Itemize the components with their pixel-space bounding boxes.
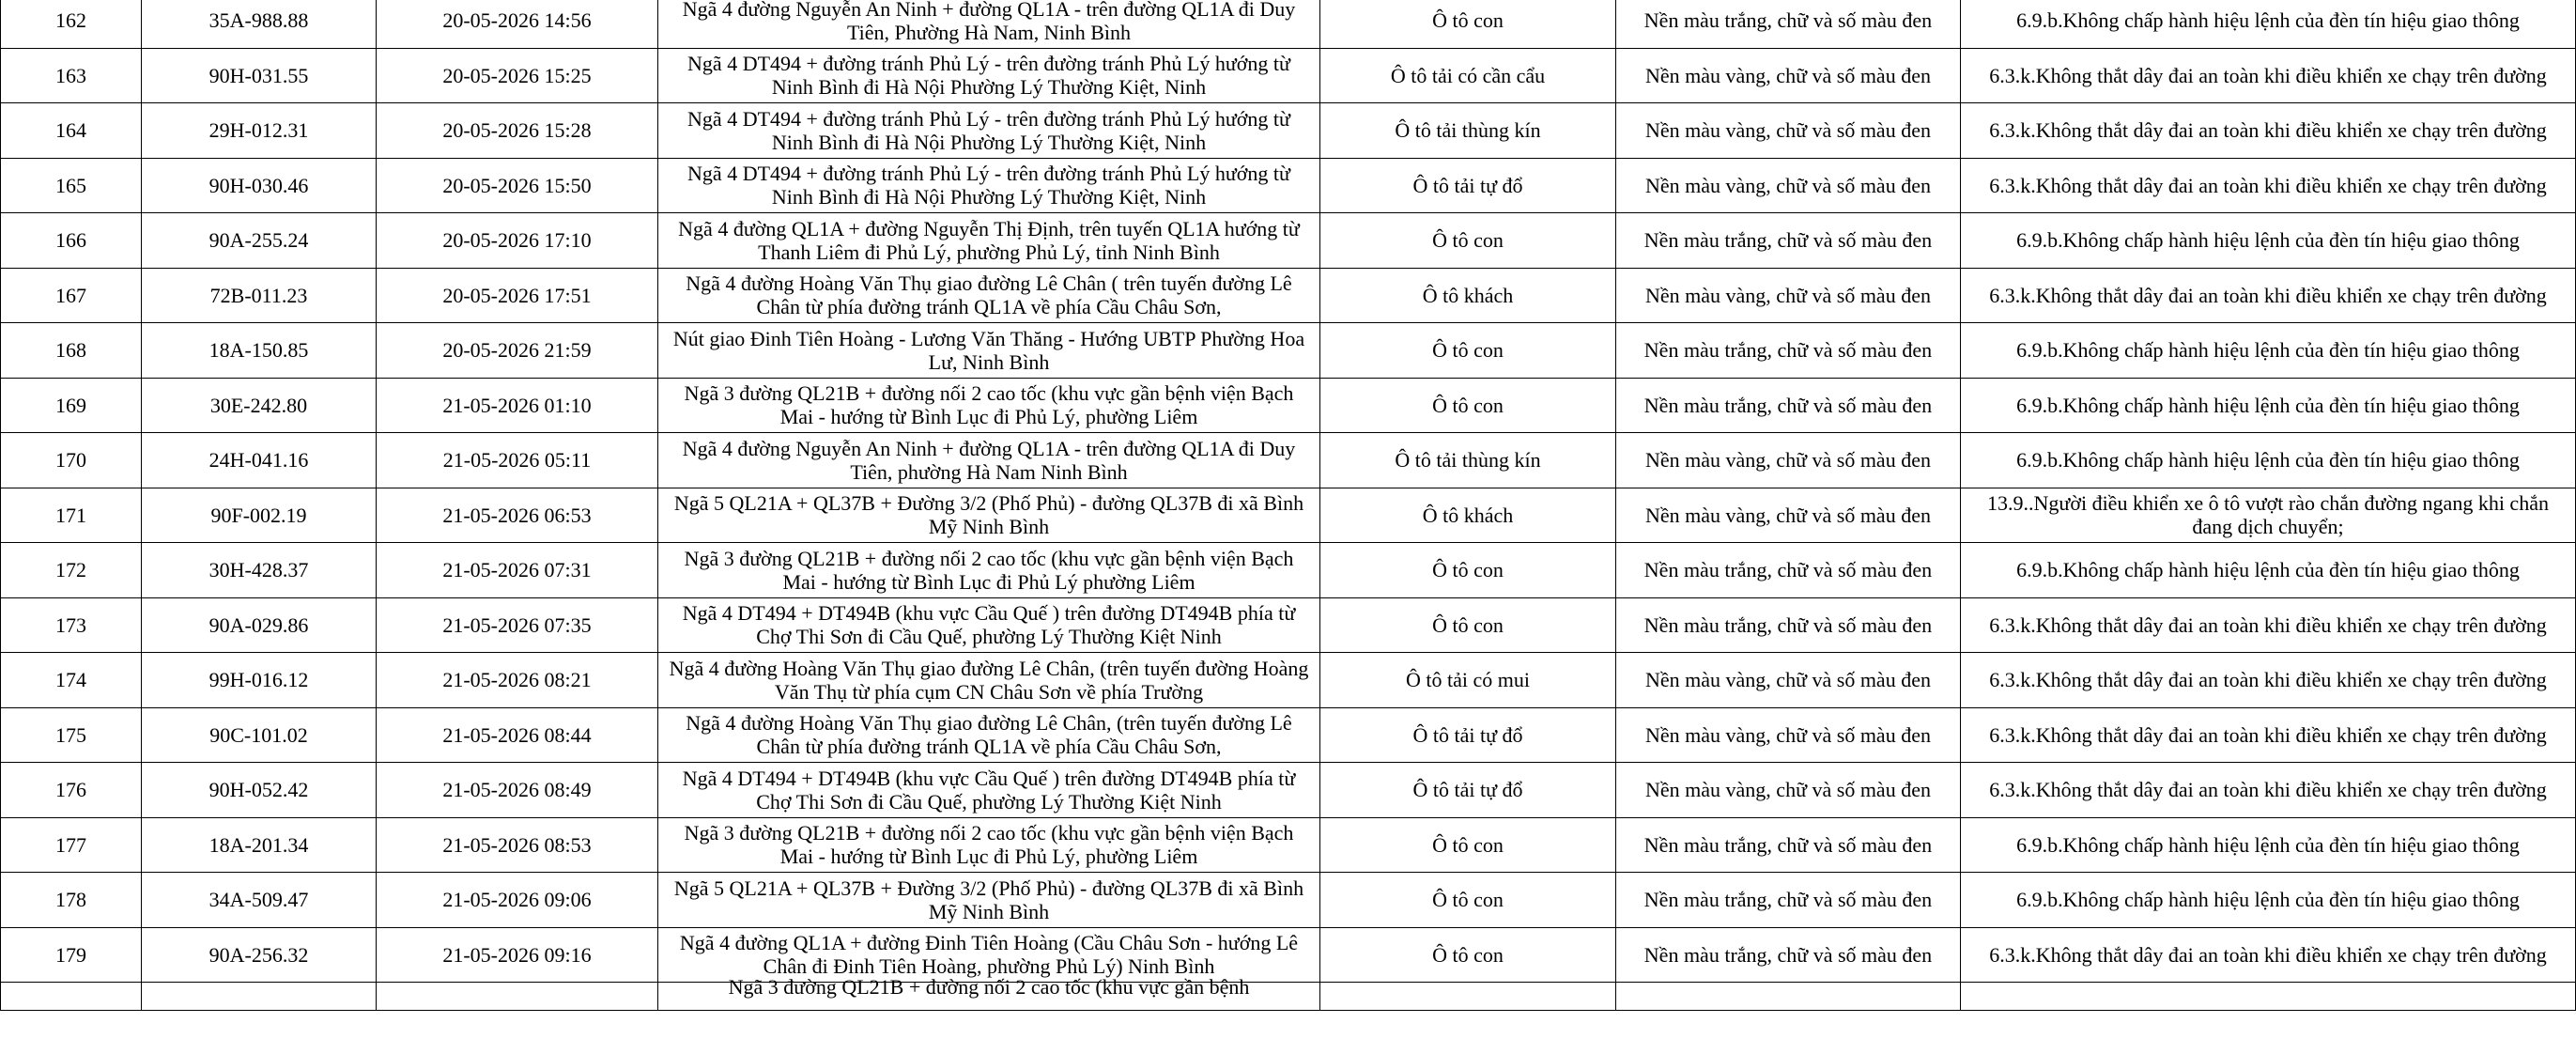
cell-violation-time: 21-05-2026 01:10: [377, 378, 658, 433]
cell-location-text: Ngã 3 đường QL21B + đường nối 2 cao tốc (khu vực gần bệnh viện Bạch Mai - hướng từ Bình Lục đi Phủ Lý, phường Liêm: [684, 821, 1294, 869]
table-row: [1, 48, 2576, 103]
cell-location: [658, 707, 1320, 763]
cell-location-text: Nút giao Đinh Tiên Hoàng - Lương Văn Thăng - Hướng UBTP Phường Hoa Lư, Ninh Bình: [672, 326, 1305, 374]
cell-violation-text: 6.9.b.Không chấp hành hiệu lệnh của đèn tín hiệu giao thông: [2016, 558, 2520, 582]
cell-vehicle-type: Ô tô con: [1320, 213, 1616, 269]
cell-location: [658, 873, 1320, 928]
cell-vehicle-type: Ô tô tải tự đổ: [1320, 763, 1616, 818]
cell-violation-time: 20-05-2026 17:10: [377, 213, 658, 269]
cell-violation-time: 21-05-2026 07:31: [377, 543, 658, 598]
cell-plate-number: [142, 983, 377, 1011]
cell-plate-number: 90A-029.86: [142, 597, 377, 653]
cell-violation-text: 6.3.k.Không thắt dây đai an toàn khi điều khiển xe chạy trên đường: [1989, 173, 2547, 197]
cell-location-text: Ngã 4 đường Hoàng Văn Thụ giao đường Lê Chân, (trên tuyến đường Hoàng Văn Thụ từ phía cụm CN Châu Sơn về phía Trường: [669, 656, 1309, 704]
table-row: [1, 543, 2576, 598]
cell-plate-number: 18A-201.34: [142, 817, 377, 873]
cell-plate-color: Nền màu vàng, chữ và số màu đen: [1616, 268, 1961, 323]
cell-violation-text: 6.3.k.Không thắt dây đai an toàn khi điều khiển xe chạy trên đường: [1989, 118, 2547, 143]
cell-violation: [1961, 763, 2576, 818]
cell-location: [658, 213, 1320, 269]
cell-violation-time: 21-05-2026 08:21: [377, 653, 658, 708]
cell-plate-number: 30E-242.80: [142, 378, 377, 433]
cell-plate-color: Nền màu vàng, chữ và số màu đen: [1616, 707, 1961, 763]
cell-stt: 167: [1, 268, 142, 323]
cell-location-text: Ngã 4 DT494 + DT494B (khu vực Cầu Quế ) trên đường DT494B phía từ Chợ Thi Sơn đi Cầu Quế, phường Lý Thường Kiệt Ninh: [682, 766, 1296, 814]
cell-violation: [1961, 158, 2576, 213]
cell-violation-text: 6.3.k.Không thắt dây đai an toàn khi điều khiển xe chạy trên đường: [1989, 942, 2547, 967]
cell-location: [658, 975, 1320, 1011]
cell-violation: [1961, 433, 2576, 488]
cell-location-text: Ngã 4 đường QL1A + đường Đinh Tiên Hoàng (Cầu Châu Sơn - hướng Lê Chân đi Đinh Tiên Hoàng, phường Phủ Lý) Ninh Bình: [679, 931, 1299, 979]
cell-plate-color: Nền màu trắng, chữ và số màu đen: [1616, 543, 1961, 598]
cell-violation-time: 21-05-2026 08:49: [377, 763, 658, 818]
cell-stt: 166: [1, 213, 142, 269]
cell-plate-color: Nền màu vàng, chữ và số màu đen: [1616, 158, 1961, 213]
cell-violation: [1961, 817, 2576, 873]
cell-location: [658, 48, 1320, 103]
cell-vehicle-type: Ô tô tải tự đổ: [1320, 707, 1616, 763]
cell-violation-time: 21-05-2026 07:35: [377, 597, 658, 653]
cell-violation-time: 21-05-2026 09:16: [377, 927, 658, 983]
cell-plate-number: 90H-031.55: [142, 48, 377, 103]
cell-location: [658, 378, 1320, 433]
cell-plate-number: 99H-016.12: [142, 653, 377, 708]
cell-plate-color: Nền màu trắng, chữ và số màu đen: [1616, 873, 1961, 928]
cell-violation-text: 6.3.k.Không thắt dây đai an toàn khi điều khiển xe chạy trên đường: [1989, 668, 2547, 692]
table-row: [1, 268, 2576, 323]
cell-vehicle-type: Ô tô con: [1320, 927, 1616, 983]
cell-vehicle-type: Ô tô khách: [1320, 268, 1616, 323]
cell-plate-color: Nền màu trắng, chữ và số màu đen: [1616, 817, 1961, 873]
cell-stt: 179: [1, 927, 142, 983]
cell-location-text: Ngã 5 QL21A + QL37B + Đường 3/2 (Phố Phủ) - đường QL37B đi xã Bình Mỹ Ninh Bình: [673, 876, 1304, 923]
cell-vehicle-type: [1320, 983, 1616, 1011]
table-row: [1, 0, 2576, 48]
cell-vehicle-type: Ô tô con: [1320, 543, 1616, 598]
cell-violation: [1961, 378, 2576, 433]
cell-violation-text: 6.9.b.Không chấp hành hiệu lệnh của đèn tín hiệu giao thông: [2016, 8, 2520, 33]
cell-plate-number: 35A-988.88: [142, 0, 377, 48]
cell-location: [658, 268, 1320, 323]
table-row: [1, 873, 2576, 928]
cell-plate-color: Nền màu trắng, chữ và số màu đen: [1616, 597, 1961, 653]
cell-violation: [1961, 103, 2576, 159]
table-row: [1, 378, 2576, 433]
table-row: [1, 817, 2576, 873]
cell-violation-time: 21-05-2026 08:53: [377, 817, 658, 873]
cell-violation-text: 6.9.b.Không chấp hành hiệu lệnh của đèn tín hiệu giao thông: [2016, 448, 2520, 473]
cell-plate-number: 72B-011.23: [142, 268, 377, 323]
cell-violation-text: 6.9.b.Không chấp hành hiệu lệnh của đèn tín hiệu giao thông: [2016, 393, 2520, 417]
cell-plate-color: Nền màu vàng, chữ và số màu đen: [1616, 433, 1961, 488]
table-row: [1, 323, 2576, 379]
cell-vehicle-type: Ô tô con: [1320, 378, 1616, 433]
table-row: [1, 213, 2576, 269]
cell-violation: [1961, 983, 2576, 1011]
cell-location-text: Ngã 4 DT494 + đường tránh Phủ Lý - trên đường tránh Phủ Lý hướng từ Ninh Bình đi Hà Nội Phường Lý Thường Kiệt, Ninh: [687, 52, 1290, 100]
cell-plate-number: 90A-256.32: [142, 927, 377, 983]
cell-stt: 171: [1, 488, 142, 543]
cell-plate-color: Nền màu vàng, chữ và số màu đen: [1616, 488, 1961, 543]
cell-plate-number: 34A-509.47: [142, 873, 377, 928]
table-row: [1, 597, 2576, 653]
cell-violation: [1961, 268, 2576, 323]
cell-location-text: Ngã 4 DT494 + đường tránh Phủ Lý - trên đường tránh Phủ Lý hướng từ Ninh Bình đi Hà Nội Phường Lý Thường Kiệt, Ninh: [687, 106, 1290, 154]
cell-violation: [1961, 597, 2576, 653]
cell-violation: [1961, 927, 2576, 983]
cell-location: [658, 763, 1320, 818]
cell-location-text: Ngã 4 DT494 + DT494B (khu vực Cầu Quế ) trên đường DT494B phía từ Chợ Thi Sơn đi Cầu Quế, phường Lý Thường Kiệt Ninh: [682, 601, 1296, 649]
cell-location-text: Ngã 4 đường Nguyễn An Ninh + đường QL1A - trên đường QL1A đi Duy Tiên, Phường Hà Nam, Ninh Bình: [682, 0, 1296, 44]
cell-violation-text: 13.9..Người điều khiển xe ô tô vượt rào chắn đường ngang khi chắn đang dịch chuyển;: [1987, 491, 2549, 539]
cell-violation: [1961, 323, 2576, 379]
cell-violation-time: 20-05-2026 14:56: [377, 0, 658, 48]
cell-plate-number: 90H-052.42: [142, 763, 377, 818]
cell-violation-text: 6.3.k.Không thắt dây đai an toàn khi điều khiển xe chạy trên đường: [1989, 612, 2547, 637]
cell-violation: [1961, 488, 2576, 543]
cell-plate-number: 90F-002.19: [142, 488, 377, 543]
cell-vehicle-type: Ô tô con: [1320, 323, 1616, 379]
cell-stt: 177: [1, 817, 142, 873]
cell-violation-time: [377, 983, 658, 1011]
cell-location-text: Ngã 5 QL21A + QL37B + Đường 3/2 (Phố Phủ) - đường QL37B đi xã Bình Mỹ Ninh Bình: [673, 491, 1304, 539]
cell-vehicle-type: Ô tô tải thùng kín: [1320, 103, 1616, 159]
cell-stt: 168: [1, 323, 142, 379]
cell-violation-time: 21-05-2026 08:44: [377, 707, 658, 763]
cell-violation-text: 6.3.k.Không thắt dây đai an toàn khi điều khiển xe chạy trên đường: [1989, 63, 2547, 87]
cell-violation-time: 20-05-2026 17:51: [377, 268, 658, 323]
cell-plate-color: Nền màu trắng, chữ và số màu đen: [1616, 927, 1961, 983]
table-row-partial: [1, 983, 2576, 1011]
cell-plate-number: 90A-255.24: [142, 213, 377, 269]
cell-violation-time: 21-05-2026 05:11: [377, 433, 658, 488]
cell-stt: 172: [1, 543, 142, 598]
cell-stt: 175: [1, 707, 142, 763]
cell-plate-color: Nền màu trắng, chữ và số màu đen: [1616, 0, 1961, 48]
cell-vehicle-type: Ô tô con: [1320, 0, 1616, 48]
cell-plate-number: 18A-150.85: [142, 323, 377, 379]
table-body: [1, 0, 2576, 1011]
cell-violation-text: 6.3.k.Không thắt dây đai an toàn khi điều khiển xe chạy trên đường: [1989, 778, 2547, 802]
cell-location: [658, 103, 1320, 159]
cell-violation-text: 6.9.b.Không chấp hành hiệu lệnh của đèn tín hiệu giao thông: [2016, 228, 2520, 253]
cell-vehicle-type: Ô tô tải có mui: [1320, 653, 1616, 708]
cell-vehicle-type: Ô tô con: [1320, 817, 1616, 873]
cell-violation-text: 6.9.b.Không chấp hành hiệu lệnh của đèn tín hiệu giao thông: [2016, 888, 2520, 912]
cell-violation: [1961, 707, 2576, 763]
cell-location: [658, 653, 1320, 708]
cell-stt: 173: [1, 597, 142, 653]
cell-stt: 164: [1, 103, 142, 159]
cell-plate-color: Nền màu vàng, chữ và số màu đen: [1616, 103, 1961, 159]
cell-location-text: Ngã 3 đường QL21B + đường nối 2 cao tốc (khu vực gần bệnh: [728, 975, 1250, 999]
cell-stt: 162: [1, 0, 142, 48]
cell-violation-time: 20-05-2026 15:28: [377, 103, 658, 159]
cell-location-text: Ngã 4 DT494 + đường tránh Phủ Lý - trên đường tránh Phủ Lý hướng từ Ninh Bình đi Hà Nội Phường Lý Thường Kiệt, Ninh: [687, 162, 1290, 209]
table-row: [1, 158, 2576, 213]
cell-location: [658, 488, 1320, 543]
cell-violation-text: 6.3.k.Không thắt dây đai an toàn khi điều khiển xe chạy trên đường: [1989, 722, 2547, 747]
table-row: [1, 103, 2576, 159]
cell-plate-number: 24H-041.16: [142, 433, 377, 488]
cell-location: [658, 543, 1320, 598]
cell-stt: 174: [1, 653, 142, 708]
cell-violation: [1961, 543, 2576, 598]
table-row: [1, 927, 2576, 983]
cell-vehicle-type: Ô tô con: [1320, 597, 1616, 653]
cell-plate-color: [1616, 983, 1961, 1011]
cell-location: [658, 323, 1320, 379]
cell-vehicle-type: Ô tô tải có cần cẩu: [1320, 48, 1616, 103]
cell-violation-text: 6.9.b.Không chấp hành hiệu lệnh của đèn tín hiệu giao thông: [2016, 832, 2520, 857]
cell-violation-time: 20-05-2026 15:25: [377, 48, 658, 103]
cell-vehicle-type: Ô tô tải thùng kín: [1320, 433, 1616, 488]
cell-violation: [1961, 48, 2576, 103]
cell-stt: [1, 983, 142, 1011]
cell-stt: 178: [1, 873, 142, 928]
cell-vehicle-type: Ô tô con: [1320, 873, 1616, 928]
cell-violation-text: 6.3.k.Không thắt dây đai an toàn khi điều khiển xe chạy trên đường: [1989, 283, 2547, 307]
cell-plate-color: Nền màu trắng, chữ và số màu đen: [1616, 378, 1961, 433]
cell-violation: [1961, 0, 2576, 48]
cell-plate-color: Nền màu trắng, chữ và số màu đen: [1616, 213, 1961, 269]
cell-location: [658, 0, 1320, 48]
cell-plate-number: 29H-012.31: [142, 103, 377, 159]
cell-plate-color: Nền màu vàng, chữ và số màu đen: [1616, 48, 1961, 103]
cell-violation: [1961, 213, 2576, 269]
cell-location: [658, 433, 1320, 488]
table-row: [1, 433, 2576, 488]
cell-plate-number: 30H-428.37: [142, 543, 377, 598]
cell-stt: 176: [1, 763, 142, 818]
cell-violation: [1961, 653, 2576, 708]
cell-violation-text: 6.9.b.Không chấp hành hiệu lệnh của đèn tín hiệu giao thông: [2016, 338, 2520, 363]
cell-location: [658, 927, 1320, 983]
cell-location-text: Ngã 3 đường QL21B + đường nối 2 cao tốc (khu vực gần bệnh viện Bạch Mai - hướng từ Bình Lục đi Phủ Lý, phường Liêm: [684, 381, 1294, 429]
table-row: [1, 488, 2576, 543]
cell-vehicle-type: Ô tô khách: [1320, 488, 1616, 543]
cell-violation-time: 21-05-2026 06:53: [377, 488, 658, 543]
cell-location-text: Ngã 4 đường Nguyễn An Ninh + đường QL1A - trên đường QL1A đi Duy Tiên, phường Hà Nam Ninh Bình: [682, 436, 1296, 484]
table-row: [1, 763, 2576, 818]
cell-location-text: Ngã 4 đường Hoàng Văn Thụ giao đường Lê Chân, (trên tuyến đường Lê Chân từ phía đường tránh QL1A về phía Cầu Châu Sơn,: [686, 711, 1292, 759]
cell-violation-time: 20-05-2026 15:50: [377, 158, 658, 213]
cell-plate-color: Nền màu trắng, chữ và số màu đen: [1616, 323, 1961, 379]
cell-location-text: Ngã 3 đường QL21B + đường nối 2 cao tốc (khu vực gần bệnh viện Bạch Mai - hướng từ Bình Lục đi Phủ Lý phường Liêm: [684, 546, 1294, 594]
cell-location: [658, 158, 1320, 213]
table-row: [1, 707, 2576, 763]
cell-location: [658, 817, 1320, 873]
cell-plate-number: 90H-030.46: [142, 158, 377, 213]
cell-vehicle-type: Ô tô tải tự đổ: [1320, 158, 1616, 213]
cell-violation-time: 21-05-2026 09:06: [377, 873, 658, 928]
cell-stt: 165: [1, 158, 142, 213]
cell-plate-color: Nền màu vàng, chữ và số màu đen: [1616, 763, 1961, 818]
cell-violation: [1961, 873, 2576, 928]
cell-location: [658, 597, 1320, 653]
cell-plate-color: Nền màu vàng, chữ và số màu đen: [1616, 653, 1961, 708]
cell-stt: 169: [1, 378, 142, 433]
table-row: [1, 653, 2576, 708]
cell-plate-number: 90C-101.02: [142, 707, 377, 763]
cell-stt: 163: [1, 48, 142, 103]
cell-location-text: Ngã 4 đường Hoàng Văn Thụ giao đường Lê Chân ( trên tuyến đường Lê Chân từ phía đường tránh QL1A về phía Cầu Châu Sơn,: [686, 271, 1292, 319]
cell-location-text: Ngã 4 đường QL1A + đường Nguyễn Thị Định, trên tuyến QL1A hướng từ Thanh Liêm đi Phủ Lý, phường Phủ Lý, tỉnh Ninh Bình: [678, 216, 1300, 264]
cell-stt: 170: [1, 433, 142, 488]
cell-violation-time: 20-05-2026 21:59: [377, 323, 658, 379]
